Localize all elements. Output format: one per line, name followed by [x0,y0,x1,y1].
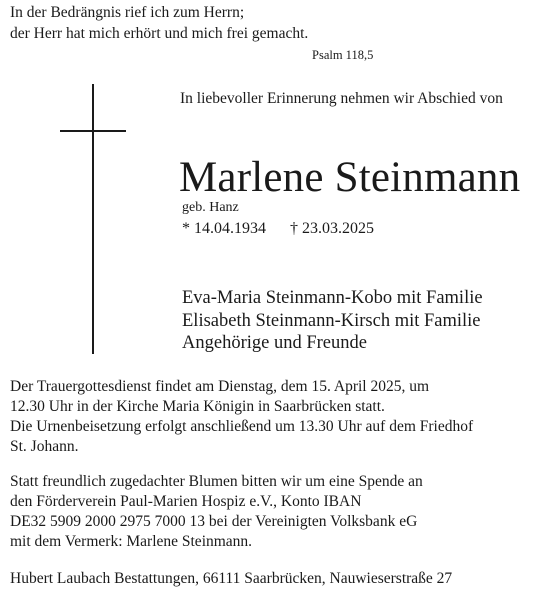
donation-line: mit dem Vermerk: Marlene Steinmann. [10,533,253,550]
service-line: 12.30 Uhr in der Kirche Maria Königin in Saarbrücken statt. [10,398,385,415]
donation-line: Statt freundlich zugedachter Blumen bitten wir um eine Spende an [10,473,423,490]
verse-line: In der Bedrängnis rief ich zum Herrn; [10,4,245,21]
psalm-verse [10,2,308,44]
mourner-line: Elisabeth Steinmann-Kirsch mit Familie [182,310,481,331]
undertaker-info: Hubert Laubach Bestattungen, 66111 Saarbrücken, Nauwieserstraße 27 [10,570,453,587]
service-info [10,377,473,457]
mourner-line: Angehörige und Freunde [182,333,367,353]
donation-line: den Förderverein Paul-Marien Hospiz e.V., Konto IBAN [10,493,362,510]
maiden-name: geb. Hanz [182,200,239,215]
service-line: Die Urnenbeisetzung erfolgt anschließend um 13.30 Uhr auf dem Friedhof [10,418,474,435]
cross-icon [60,84,126,354]
donation-line: DE32 5909 2000 2975 7000 13 bei der Vereinigten Volksbank eG [10,513,418,530]
mourners-list [182,287,483,355]
verse-reference: Psalm 118,5 [312,48,374,62]
intro-text: In liebevoller Erinnerung nehmen wir Abschied von [180,90,503,107]
service-line: St. Johann. [10,438,79,455]
deceased-name: Marlene Steinmann [179,154,521,201]
verse-line: der Herr hat mich erhört und mich frei gemacht. [10,25,309,42]
mourner-line: Eva-Maria Steinmann-Kobo mit Familie [182,288,483,308]
birth-date: * 14.04.1934 [182,220,266,237]
death-date: † 23.03.2025 [290,220,374,237]
donation-info [10,472,423,552]
service-line: Der Trauergottesdienst findet am Dienstag, dem 15. April 2025, um [10,378,430,395]
